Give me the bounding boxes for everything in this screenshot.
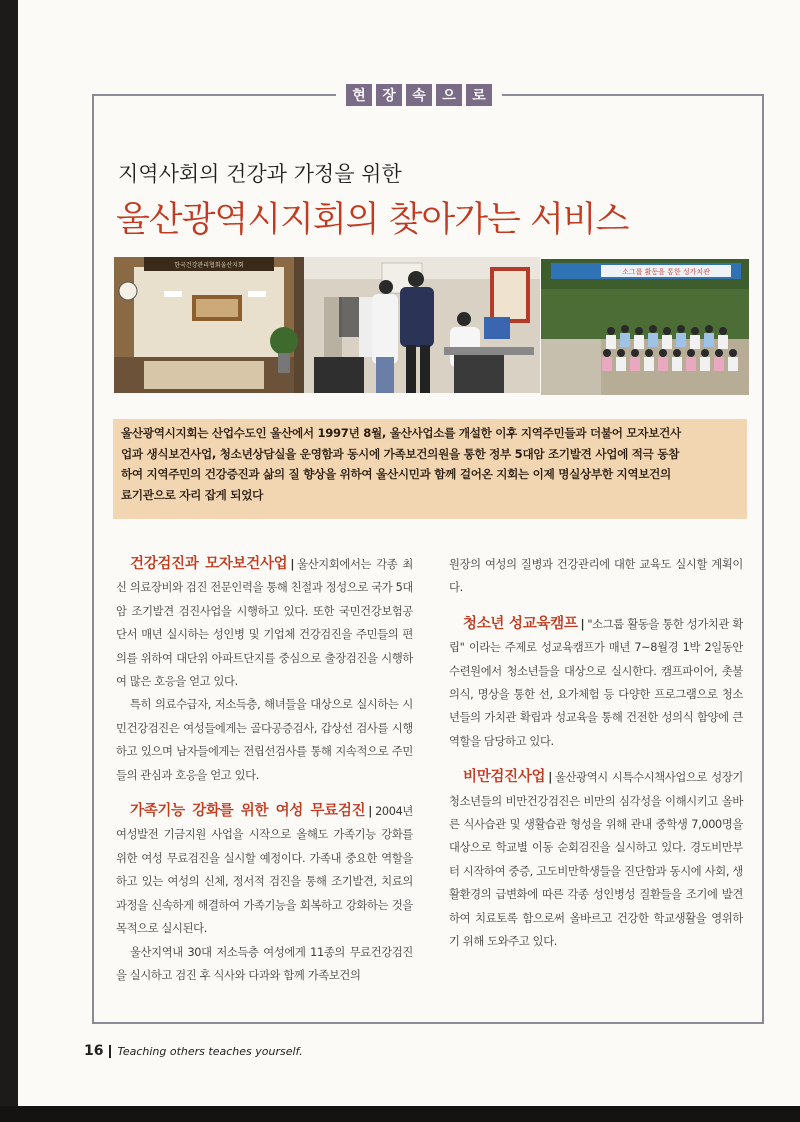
section-heading-obesity-checkup: 비만검진사업	[463, 769, 546, 786]
article-headline: 울산광역시지회의 찾아가는 서비스	[116, 200, 629, 240]
intro-line: 하여 지역주민의 건강증진과 삶의 질 향상을 위하여 울산시민과 함께 걸어온 지회는 이제 명실상부한 지역보건의	[121, 467, 671, 481]
section-heading-health-checkup: 건강검진과 모자보건사업	[130, 556, 288, 572]
page-footer	[84, 1043, 303, 1059]
section-text: 울산지회에서는 각종 최신 의료장비와 검진 전문인력을 통해 친절과 정성으로 국가 5대암 조기발견 검진사업을 시행하고 있다. 또한 국민건강보험공단서 매년 실시하는 성인병 및 기업체 건강검진을 주민들의 편의를 위하여 대단위 아파트단지를 중심으로 출장검진을 시행하여 많은 호응을 얻고 있다.	[116, 558, 413, 689]
section-text: 원장의 여성의 질병과 건강관리에 대한 교육도 실시할 계획이다.	[449, 558, 743, 595]
section-tag-char: 으	[436, 84, 462, 106]
intro-line: 료기관으로 자리 잡게 되었다	[121, 487, 264, 502]
left-column	[116, 553, 413, 987]
section-text: "소그룹 활동을 통한 성가치관 확립" 이라는 주제로 성교육캠프가 매년 7~8월경 1박 2일동안 수련원에서 청소년들을 대상으로 실시한다. 캠프파이어, 촛불의식, 명상을 통한 선, 요가체험 등 다양한 프로그램으로 청소년들의 가치관 확립과 성교육을 통해 건전한 성의식 함양에 큰 역할을 담당하고 있다.	[449, 617, 743, 748]
right-column	[449, 553, 743, 954]
heading-divider: |	[290, 558, 295, 571]
clinic-photo	[114, 257, 540, 393]
svg-text:소그룹 활동을 통한 성가치관: 소그룹 활동을 통한 성가치관	[622, 268, 710, 276]
section-text: 울산지역내 30대 저소득층 여성에게 11종의 무료건강검진을 실시하고 검진 후 식사와 다과와 함께 가족보건의	[116, 945, 413, 982]
heading-divider: |	[368, 805, 373, 819]
section-text: 특히 의료수급자, 저소득층, 해녀들을 대상으로 실시하는 시민건강검진은 여성들에게는 골다공증검사, 갑상선 검사를 시행하고 있으며 남자들에게는 전립선검사를 통해 지속적으로 주민들의 관심과 호응을 얻고 있다.	[116, 698, 413, 782]
article-kicker: 지역사회의 건강과 가정을 위한	[118, 162, 402, 186]
camp-group-photo	[541, 259, 749, 395]
svg-text:한국건강관리협회울산지회: 한국건강관리협회울산지회	[174, 262, 244, 269]
section-text: 울산광역시 시특수시책사업으로 성장기 청소년들의 비만건강검진은 비만의 심각성을 이해시키고 올바른 식사습관 및 생활습관 형성을 위해 관내 중학생 7,000명을 대상으로 학교별 이동 순회검진을 실시하고 있다. 경도비만부터 시작하여 중증, 고도비만학생들을 진단함과 동시에 사회, 생활환경의 급변화에 따른 각종 성인병성 질환들을 조기에 발견하여 치료토록 함으로써 올바르고 건강한 학교생활을 영위하기 위해 도와주고 있다.	[449, 771, 743, 949]
section-tag-char: 장	[376, 84, 402, 106]
footer-motto: Teaching others teaches yourself.	[117, 1044, 303, 1058]
section-tag	[336, 84, 502, 106]
page-number: 16	[84, 1043, 104, 1059]
intro-box	[113, 419, 747, 519]
section-heading-youth-camp: 청소년 성교육캠프	[463, 615, 578, 632]
heading-divider: |	[580, 617, 585, 631]
section-tag-char: 로	[466, 84, 492, 106]
camp-photo-illustration	[541, 259, 749, 395]
section-text: 2004년 여성발전 기금지원 사업을 시작으로 올해도 가족기능 강화를 위한 여성 무료검진을 실시할 예정이다. 가족내 중요한 역할을 하고 있는 여성의 신체, 정서적 검진을 통해 조기발견, 치료의 과정을 신속하게 해결하여 가족기능을 회복하고 강화하는 것을 목적으로 실시된다.	[116, 805, 413, 936]
scan-edge	[0, 1106, 800, 1122]
section-heading-women-checkup: 가족기능 강화를 위한 여성 무료검진	[130, 803, 366, 820]
footer-divider	[109, 1045, 111, 1058]
heading-divider: |	[548, 771, 553, 785]
clinic-photo-illustration	[114, 257, 540, 393]
intro-line: 업과 생식보건사업, 청소년상담실을 운영함과 동시에 가족보건의원을 통한 정부 5대암 조기발견 사업에 적극 동참	[121, 446, 680, 461]
section-tag-char: 현	[346, 84, 372, 106]
section-tag-char: 속	[406, 84, 432, 106]
intro-line: 울산광역시지회는 산업수도인 울산에서 1997년 8월, 울산사업소를 개설한 이후 지역주민들과 더불어 모자보건사	[121, 426, 681, 440]
